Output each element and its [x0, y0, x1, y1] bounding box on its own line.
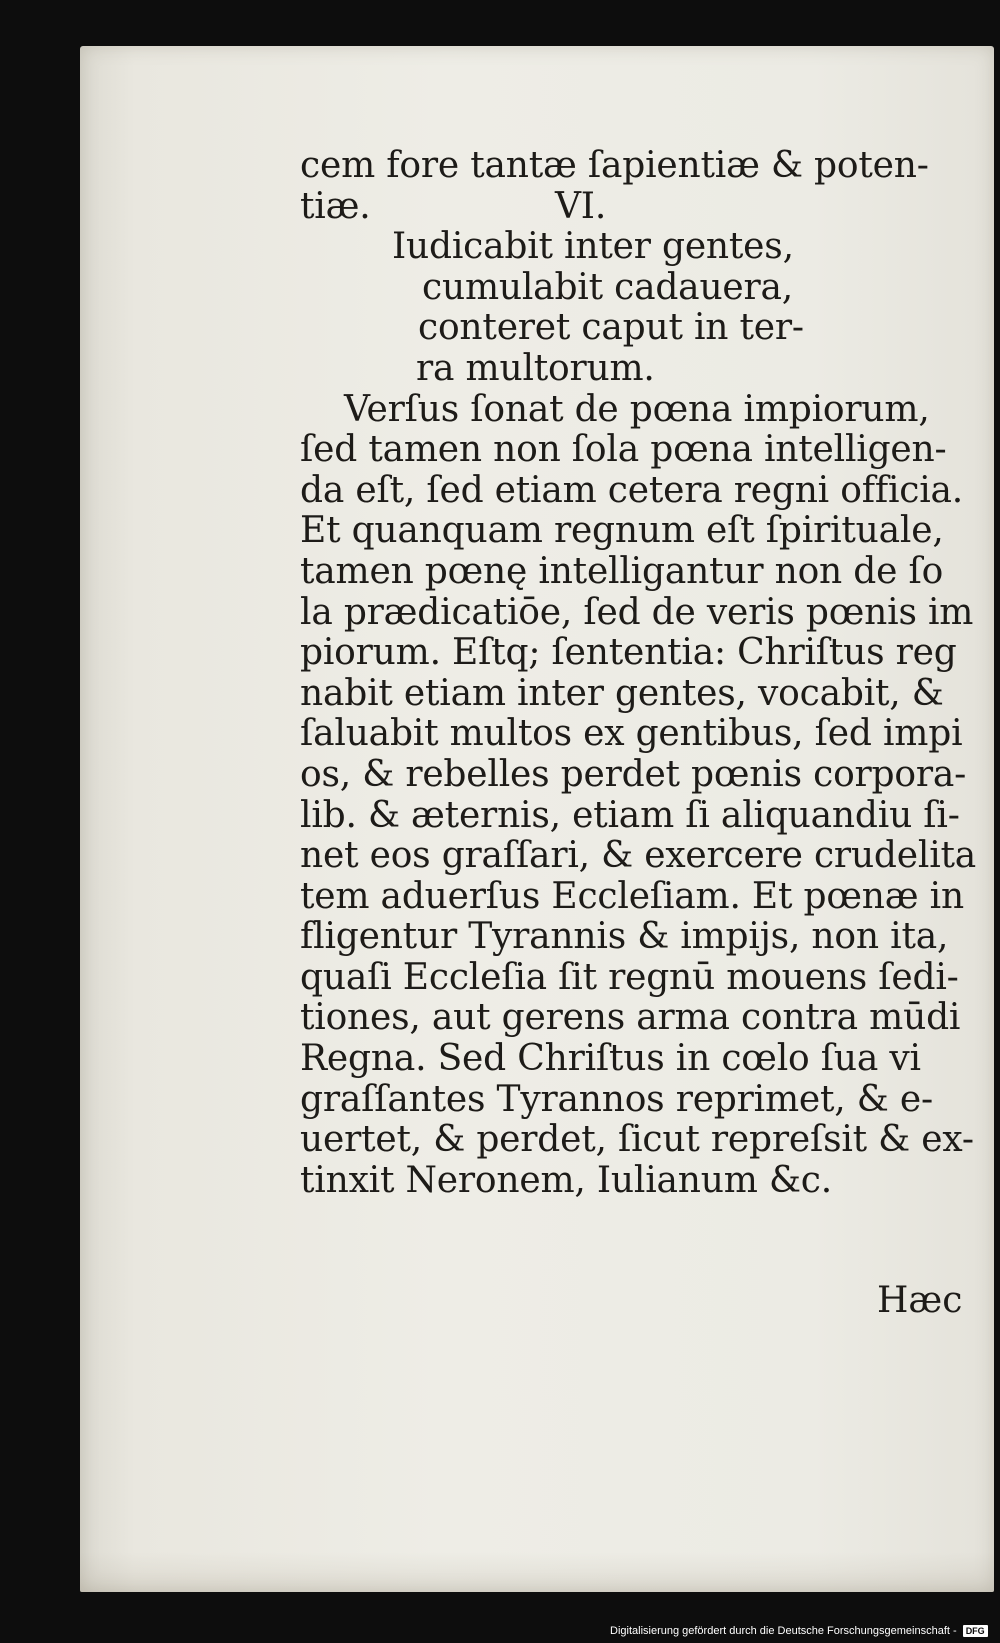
text-line-22: tiones, aut gerens arma contra mūdi [300, 997, 961, 1039]
text-line-19: tem aduerſus Eccleſiam. Et pœnæ in [300, 875, 964, 917]
dfg-logo: DFG [963, 1625, 988, 1637]
text-line-13: piorum. Eſtq; ſententia: Chriſtus reg [300, 632, 957, 674]
text-line-2 [300, 187, 920, 228]
text-line-1: cem fore tantæ ſapientiæ & poten- [300, 145, 929, 186]
text-line-23: Regna. Sed Chriſtus in cœlo ſua vi [300, 1038, 921, 1080]
text-line-25: uertet, & perdet, ſicut repreſsit & ex- [300, 1119, 974, 1161]
text-line-21: quaſi Eccleſia ſit regnū mouens ſedi- [300, 956, 959, 998]
text-line-10: Et quanquam regnum eſt ſpirituale, [300, 510, 944, 552]
text-line-11: tamen pœnę intelligantur non de ſo [300, 550, 944, 592]
book-page [80, 46, 994, 1592]
verse-line-1: Iudicabit inter gentes, [392, 226, 794, 268]
text-line-26: tinxit Neronem, Iulianum &c. [300, 1159, 832, 1201]
verse-line-3: conteret caput in ter- [418, 307, 804, 349]
text-line-20: fligentur Tyrannis & impijs, non ita, [300, 916, 949, 958]
catchword: Hæc [877, 1280, 963, 1321]
section-number: VI. [555, 185, 607, 227]
text-line-12: la prædicatiōe, ſed de veris pœnis im [300, 591, 974, 633]
credit-text: Digitalisierung gefördert durch die Deutsche Forschungsgemeinschaft - [610, 1625, 957, 1637]
text-line-18: net eos graſſari, & exercere crudelita [300, 835, 977, 877]
verse-line-2: cumulabit cadauera, [422, 266, 794, 308]
digitization-credit [610, 1623, 988, 1639]
text-line-9: da eſt, ſed etiam cetera regni officia. [300, 469, 964, 511]
text-line-8: ſed tamen non ſola pœna intelligen- [300, 429, 947, 471]
line-2-start: tiæ. [300, 185, 371, 227]
text-line-7: Verſus ſonat de pœna impiorum, [344, 388, 930, 430]
verse-line-4: ra multorum. [416, 347, 655, 389]
text-line-24: graſſantes Tyrannos reprimet, & e- [300, 1078, 933, 1120]
text-line-14: nabit etiam inter gentes, vocabit, & [300, 672, 944, 714]
text-line-15: ſaluabit multos ex gentibus, ſed impi [300, 713, 963, 755]
text-line-17: lib. & æternis, etiam ſi aliquandiu ſi- [300, 794, 960, 836]
text-line-16: os, & rebelles perdet pœnis corpora- [300, 753, 967, 795]
page-text [300, 145, 977, 1201]
